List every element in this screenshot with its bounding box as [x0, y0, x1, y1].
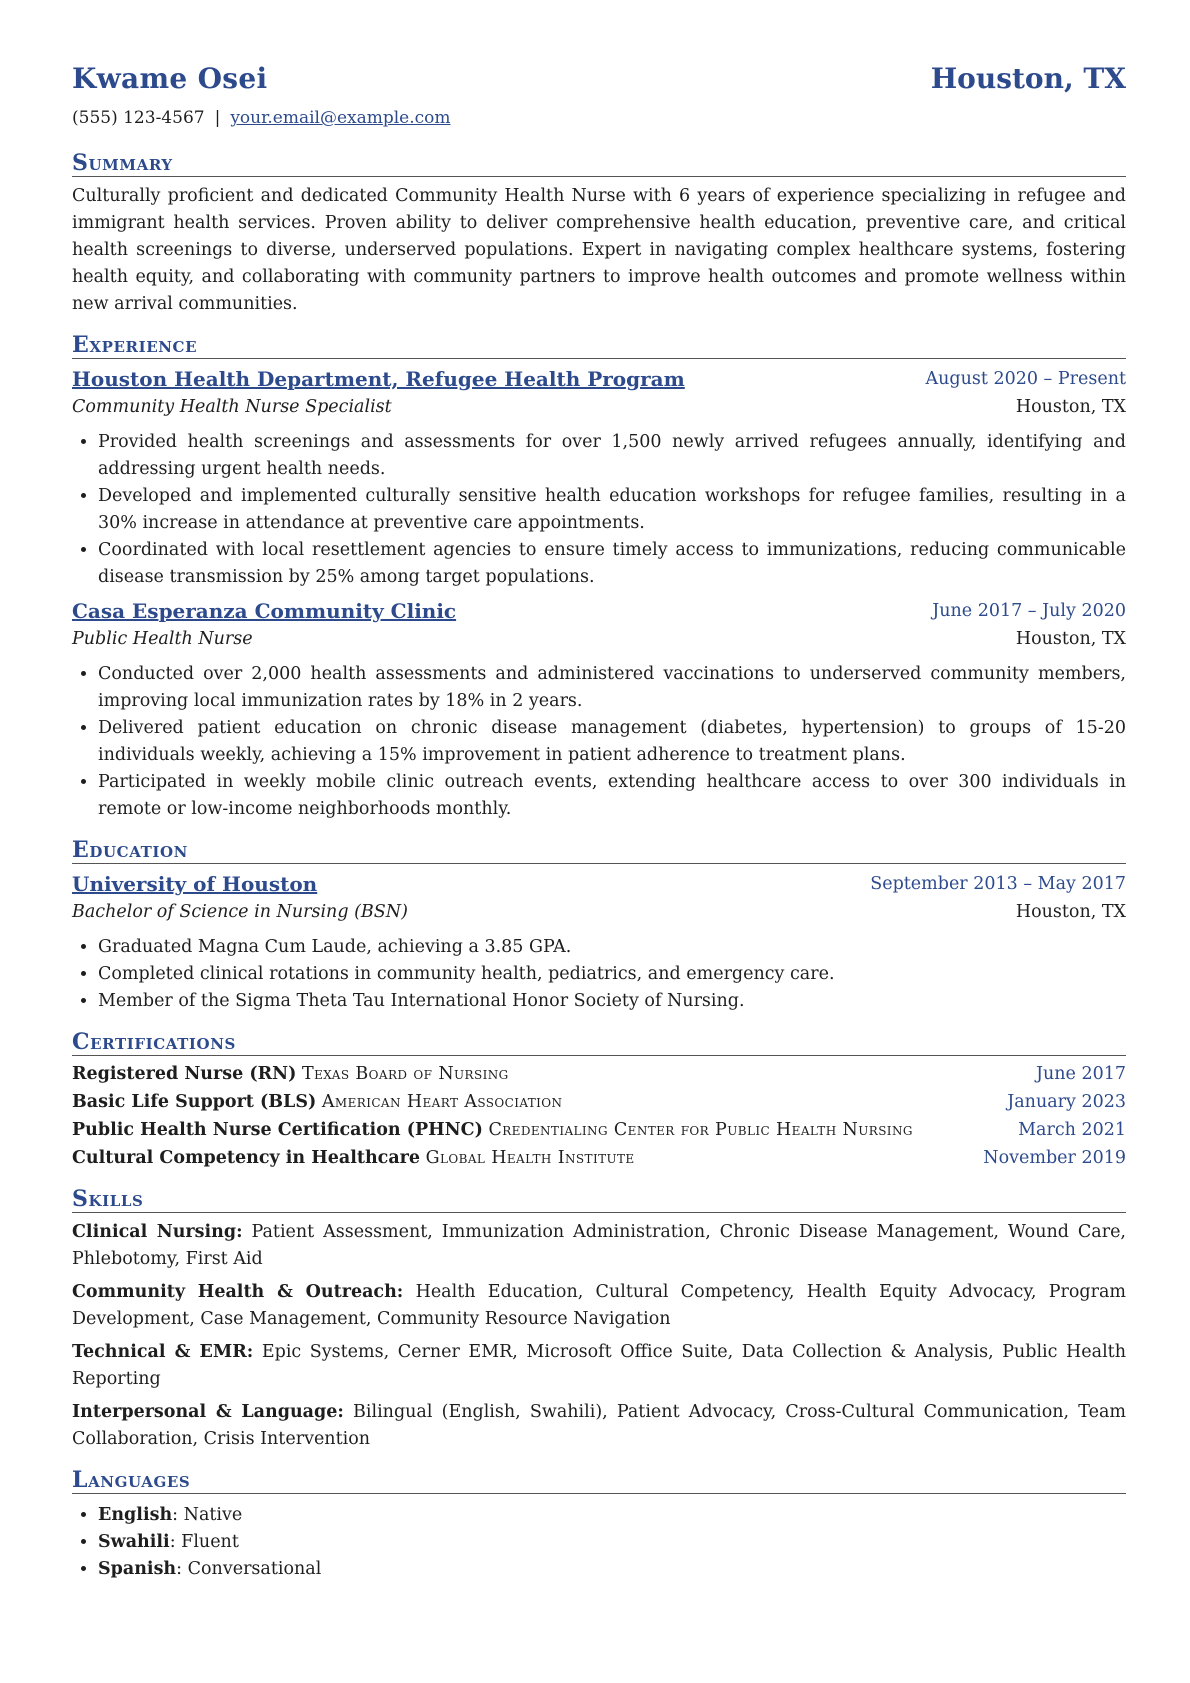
achievement-item: • Provided health screenings and assessments for over 1,500 newly arrived refugees annually, identifying and addressing urgent health needs.	[98, 429, 1126, 483]
achievement-item: • Participated in weekly mobile clinic outreach events, extending healthcare access to over 300 individuals in remote or low-income neighborhoods monthly.	[98, 769, 1126, 823]
candidate-name: Kwame Osei	[72, 62, 268, 95]
experience-entry	[72, 365, 1126, 591]
section-title-certifications: Certifications	[72, 1029, 1126, 1056]
skill-group	[72, 1279, 1126, 1333]
certification-date: March 2021	[1018, 1120, 1126, 1140]
language-level: : Native	[172, 1505, 243, 1525]
language-list	[72, 1502, 1126, 1583]
language-level: : Conversational	[176, 1559, 322, 1579]
skill-group-label: Clinical Nursing:	[72, 1222, 243, 1242]
certification-item	[72, 1144, 1126, 1172]
certification-name: Registered Nurse (RN)	[72, 1064, 297, 1084]
contact-line	[72, 108, 1126, 136]
language-item	[98, 1502, 1126, 1529]
email-link[interactable]: your.email@example.com	[230, 108, 451, 128]
certification-issuer: Texas Board of Nursing	[302, 1064, 509, 1084]
language-name: English	[98, 1505, 173, 1525]
language-name: Spanish	[98, 1559, 177, 1579]
entry-header-row	[72, 365, 1126, 393]
resume-header	[72, 62, 1126, 108]
skill-group-label: Community Health & Outreach:	[72, 1282, 404, 1302]
certification-name: Public Health Nurse Certification (PHNC)	[72, 1120, 483, 1140]
employer-link[interactable]: Casa Esperanza Community Clinic	[72, 599, 457, 623]
entry-header-row	[72, 870, 1126, 898]
skill-group	[72, 1399, 1126, 1453]
language-level: : Fluent	[169, 1532, 239, 1552]
resume	[72, 62, 1126, 1583]
achievement-list	[72, 661, 1126, 823]
certification-item	[72, 1116, 1126, 1144]
job-title: Public Health Nurse	[72, 629, 253, 649]
language-name: Swahili	[98, 1532, 170, 1552]
section-title-summary: Summary	[72, 150, 1126, 177]
degree-title: Bachelor of Science in Nursing (BSN)	[72, 902, 408, 922]
certification-date: January 2023	[1007, 1092, 1126, 1112]
skill-group-text: Health Education, Cultural Competency, Health Equity Advocacy, Program Development, Case Management, Community Resource Navigation	[72, 1282, 1126, 1329]
certification-item	[72, 1088, 1126, 1116]
job-title: Community Health Nurse Specialist	[72, 397, 392, 417]
employer-link[interactable]: Houston Health Department, Refugee Health Program	[72, 367, 685, 391]
certification-issuer: Global Health Institute	[425, 1148, 635, 1168]
education-highlights	[72, 934, 1126, 1015]
skill-group	[72, 1219, 1126, 1273]
certification-issuer: American Heart Association	[321, 1092, 563, 1112]
employment-dates: June 2017 – July 2020	[932, 601, 1126, 621]
skill-group-label: Interpersonal & Language:	[72, 1402, 344, 1422]
education-highlight-item: • Graduated Magna Cum Laude, achieving a 3.85 GPA.	[98, 934, 1126, 961]
language-item	[98, 1556, 1126, 1583]
experience-entry	[72, 597, 1126, 823]
achievement-item: • Delivered patient education on chronic disease management (diabetes, hypertension) to groups of 15-20 individuals weekly, achieving a 15% improvement in patient adherence to treatment plans.	[98, 715, 1126, 769]
skill-group-label: Technical & EMR:	[72, 1342, 254, 1362]
achievement-list	[72, 429, 1126, 591]
certification-name: Basic Life Support (BLS)	[72, 1092, 317, 1112]
employment-dates: August 2020 – Present	[925, 369, 1126, 389]
education-highlight-item: • Completed clinical rotations in community health, pediatrics, and emergency care.	[98, 961, 1126, 988]
skill-group-text: Bilingual (English, Swahili), Patient Advocacy, Cross-Cultural Communication, Team Collaboration, Crisis Intervention	[72, 1402, 1126, 1449]
education-highlight-item: • Member of the Sigma Theta Tau International Honor Society of Nursing.	[98, 988, 1126, 1015]
skill-group-text: Patient Assessment, Immunization Administration, Chronic Disease Management, Wound Care, Phlebotomy, First Aid	[72, 1222, 1126, 1269]
skill-group-text: Epic Systems, Cerner EMR, Microsoft Office Suite, Data Collection & Analysis, Public Health Reporting	[72, 1342, 1126, 1389]
education-dates: September 2013 – May 2017	[870, 874, 1126, 894]
entry-subheader-row	[72, 898, 1126, 926]
language-item	[98, 1529, 1126, 1556]
education-entry	[72, 870, 1126, 1015]
achievement-item: • Developed and implemented culturally sensitive health education workshops for refugee families, resulting in a 30% increase in attendance at preventive care appointments.	[98, 483, 1126, 537]
section-title-languages: Languages	[72, 1467, 1126, 1494]
school-link[interactable]: University of Houston	[72, 872, 318, 896]
job-location: Houston, TX	[1015, 397, 1126, 417]
certification-name: Cultural Competency in Healthcare	[72, 1148, 421, 1168]
achievement-item: • Conducted over 2,000 health assessments and administered vaccinations to underserved community members, improving local immunization rates by 18% in 2 years.	[98, 661, 1126, 715]
certification-issuer: Credentialing Center for Public Health Nursing	[488, 1120, 913, 1140]
entry-header-row	[72, 597, 1126, 625]
section-title-experience: Experience	[72, 332, 1126, 359]
section-title-education: Education	[72, 837, 1126, 864]
certification-list	[72, 1060, 1126, 1172]
certification-item	[72, 1060, 1126, 1088]
section-title-skills: Skills	[72, 1186, 1126, 1213]
summary-text: Culturally proficient and dedicated Community Health Nurse with 6 years of experience specializing in refugee and immigrant health services. Proven ability to deliver comprehensive health education, preventive care, and critical health screenings to diverse, underserved populations. Expert in navigating complex healthcare systems, fostering health equity, and collaborating with community partners to improve health outcomes and promote wellness within new arrival communities.	[72, 186, 1126, 314]
contact-separator: |	[214, 108, 221, 128]
achievement-item: • Coordinated with local resettlement agencies to ensure timely access to immunizations, reducing communicable disease transmission by 25% among target populations.	[98, 537, 1126, 591]
certification-date: November 2019	[983, 1148, 1126, 1168]
school-location: Houston, TX	[1015, 902, 1126, 922]
entry-subheader-row	[72, 393, 1126, 421]
phone-number: (555) 123-4567	[72, 108, 205, 128]
entry-subheader-row	[72, 625, 1126, 653]
job-location: Houston, TX	[1015, 629, 1126, 649]
certification-date: June 2017	[1035, 1064, 1126, 1084]
candidate-location: Houston, TX	[930, 62, 1126, 95]
skill-group	[72, 1339, 1126, 1393]
